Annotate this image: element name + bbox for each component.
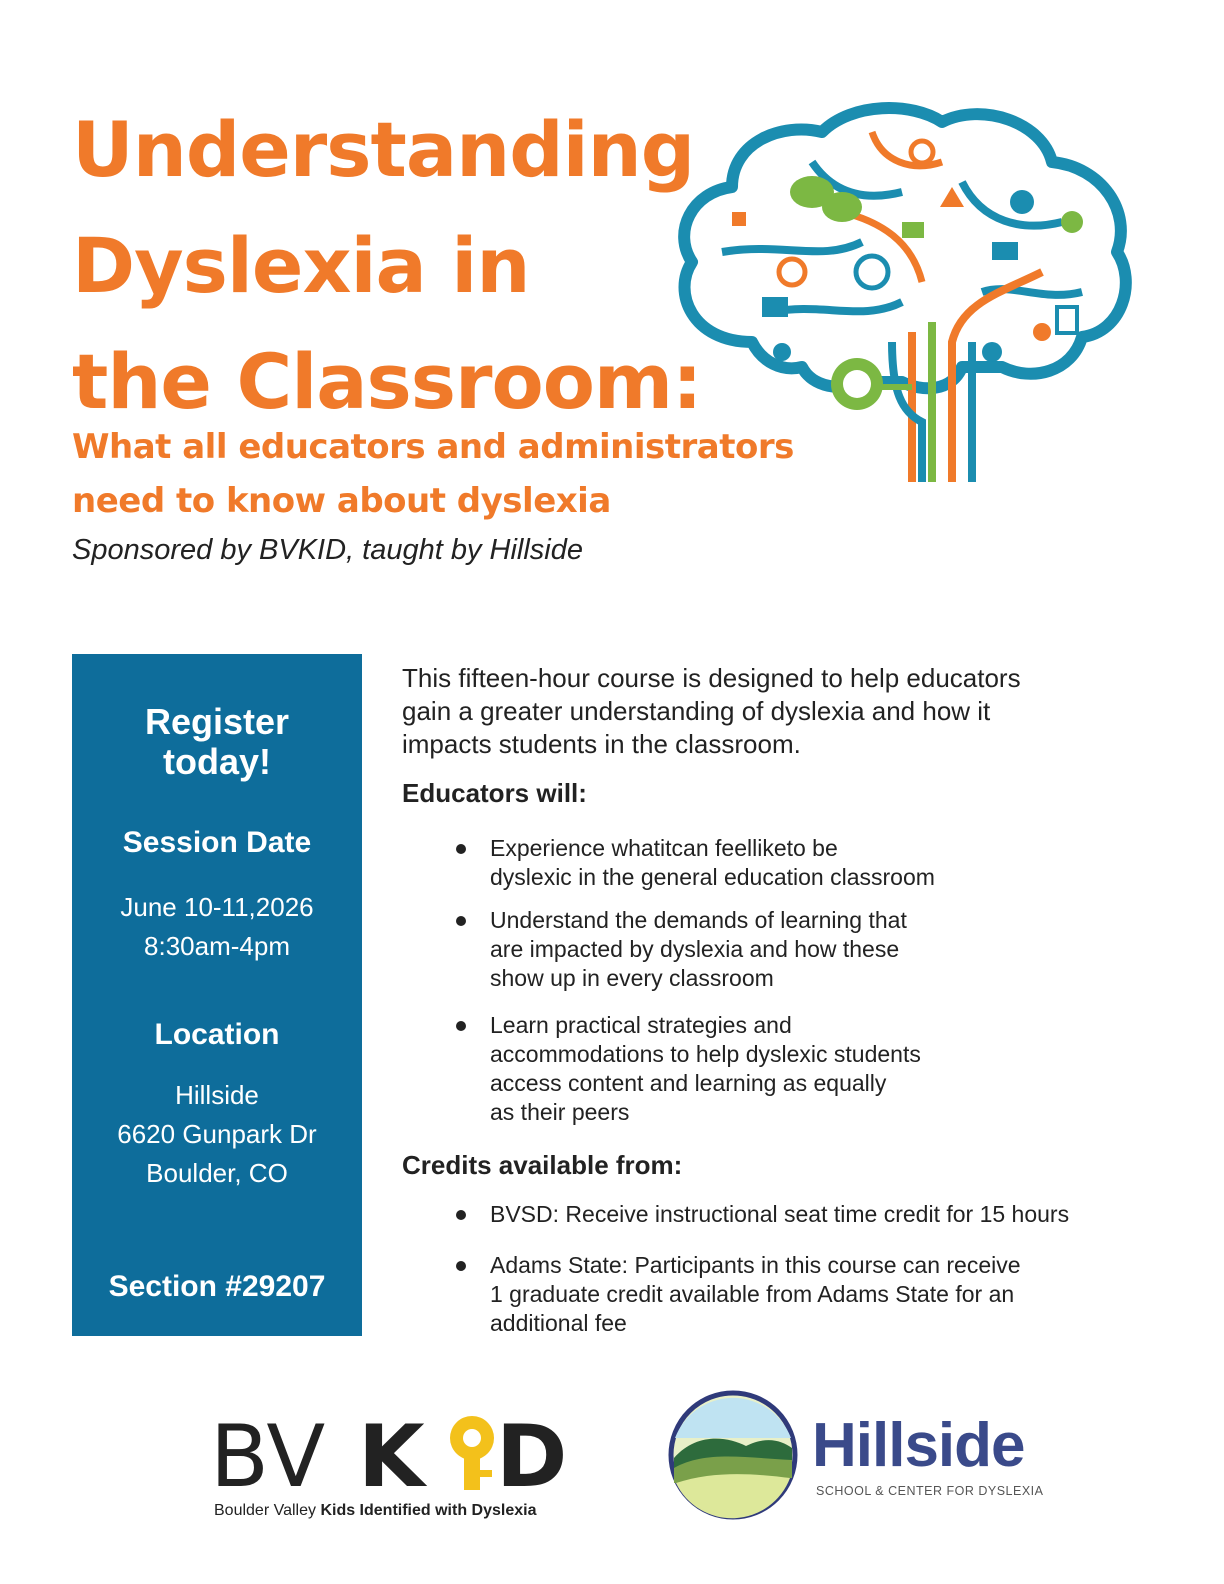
list-item: Learn practical strategies and accommodations to help dyslexic students access content and learning as equally as their peers [456, 1011, 1156, 1127]
intro-paragraph [402, 662, 1162, 761]
course-description [402, 662, 1162, 761]
subtitle-line: need to know about dyslexia [72, 481, 611, 521]
wordmark-bv: BV [210, 1408, 326, 1498]
wordmark-k: K [358, 1408, 425, 1498]
list-item: Understand the demands of learning that are impacted by dyslexia and how these show up in every classroom [456, 906, 1156, 993]
wordmark-d: D [496, 1408, 568, 1498]
subtitle [72, 420, 794, 528]
session-date-heading: Session Date [122, 826, 312, 859]
section-number: Section #29207 [108, 1270, 326, 1303]
bullet-icon [456, 1261, 466, 1271]
hillside-logo [666, 1388, 1086, 1522]
register-heading [72, 702, 362, 782]
bullet-icon [456, 844, 466, 854]
bvkid-tagline: Boulder Valley Kids Identified with Dyslexia [214, 1502, 537, 1519]
list-item: BVSD: Receive instructional seat time credit for 15 hours [456, 1200, 1156, 1229]
credits-list [456, 1200, 1156, 1338]
hillside-name: Hillside [812, 1411, 1025, 1480]
list-item: Adams State: Participants in this course can receive 1 graduate credit available from Adams State for an additional fee [456, 1251, 1156, 1338]
educators-list [456, 834, 1156, 1127]
title-line: the Classroom: [72, 337, 702, 426]
session-time: 8:30am-4pm [144, 931, 290, 961]
session-date: June 10-11,2026 [120, 892, 314, 922]
location-line: Boulder, CO [146, 1158, 288, 1188]
bvkid-logo [210, 1408, 570, 1528]
page-title [72, 92, 702, 440]
register-line: today! [163, 741, 271, 782]
sponsor-text: Sponsored by BVKID, taught by Hillside [72, 534, 583, 566]
location-line: 6620 Gunpark Dr [117, 1119, 317, 1149]
credits-heading: Credits available from: [402, 1150, 683, 1180]
title-line: Understanding [72, 105, 695, 194]
bullet-icon [456, 916, 466, 926]
subtitle-line: What all educators and administrators [72, 427, 794, 467]
intro-line: impacts students in the classroom. [402, 729, 801, 759]
title-line: Dyslexia in [72, 221, 530, 310]
register-line: Register [144, 701, 290, 742]
intro-line: gain a greater understanding of dyslexia and how it [402, 696, 991, 726]
hillside-emblem-icon [666, 1388, 800, 1522]
educators-heading: Educators will: [402, 778, 587, 808]
bullet-icon [456, 1210, 466, 1220]
location-heading: Location [154, 1018, 280, 1051]
session-details [72, 888, 362, 966]
hillside-subtitle: SCHOOL & CENTER FOR DYSLEXIA [816, 1484, 1044, 1498]
list-item: Experience whatitcan feelliketo be dyslexic in the general education classroom [456, 834, 1156, 892]
location-address [72, 1076, 362, 1193]
location-line: Hillside [175, 1080, 259, 1110]
bvkid-wordmark-icon [210, 1408, 570, 1498]
bullet-icon [456, 1021, 466, 1031]
intro-line: This fifteen-hour course is designed to help educators [402, 663, 1021, 693]
registration-panel [72, 654, 362, 1336]
